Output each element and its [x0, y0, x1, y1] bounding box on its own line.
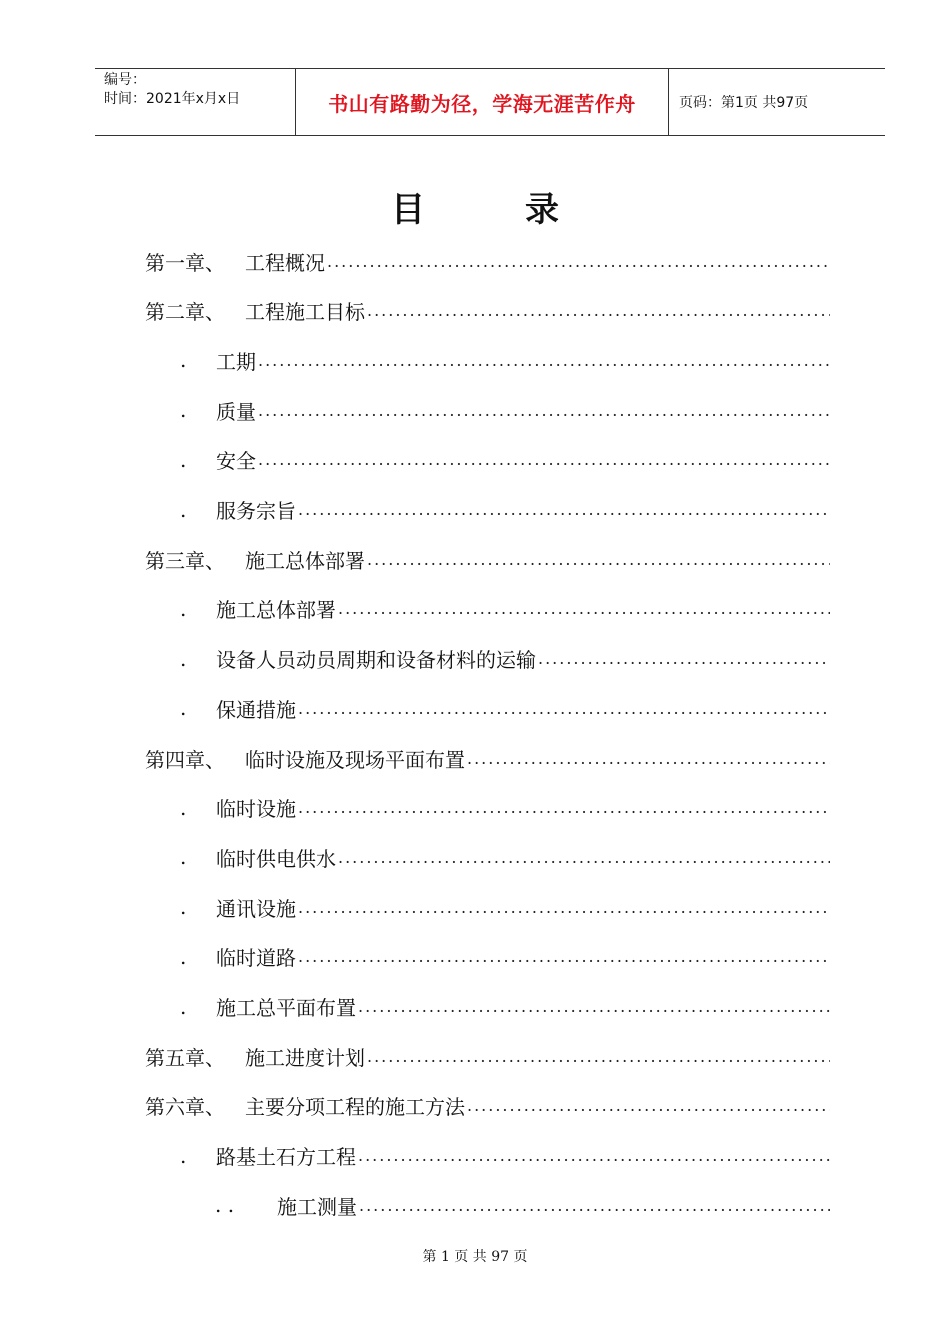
toc-entry-prefix: 第四章、	[145, 747, 225, 772]
toc-entry-label: 质量	[216, 399, 256, 424]
page-header	[95, 68, 885, 136]
document-time: 时间：2021年x月x日	[104, 91, 241, 107]
toc-entry-prefix: .	[180, 944, 187, 969]
toc-entry[interactable]	[0, 385, 830, 435]
toc-entry-label: 服务宗旨	[216, 499, 296, 523]
toc-entry-prefix: 第三章、	[145, 548, 225, 573]
toc-entry-label: 设备人员动员周期和设备材料的运输	[216, 648, 536, 673]
toc-entry-prefix: . .	[215, 1193, 235, 1218]
toc-dot-leader	[358, 997, 830, 1016]
toc-dot-leader	[258, 401, 830, 420]
toc-entry-label: 工期	[216, 349, 256, 374]
toc-entry[interactable]	[0, 485, 830, 535]
toc-entry[interactable]	[0, 683, 830, 733]
toc-dot-leader	[538, 649, 830, 668]
toc-dot-leader	[298, 500, 830, 519]
toc-dot-leader	[298, 798, 830, 817]
toc-entry-label: 临时供电供水	[216, 846, 336, 871]
toc-dot-leader	[258, 351, 830, 370]
toc-entry[interactable]	[0, 882, 830, 932]
toc-entry-prefix: .	[180, 398, 187, 423]
toc-entry-prefix: .	[180, 646, 187, 671]
title-char-2: 录	[525, 190, 559, 230]
toc-entry-prefix: .	[180, 845, 187, 870]
toc-dot-leader	[358, 1146, 830, 1165]
toc-dot-leader	[258, 450, 830, 469]
toc-entry[interactable]	[0, 932, 830, 982]
toc-entry[interactable]	[0, 335, 830, 385]
toc-entry[interactable]	[0, 783, 830, 833]
page-title	[0, 182, 950, 231]
toc-entry-label: 临时设施及现场平面布置	[245, 747, 465, 772]
toc-entry-label: 保通措施	[216, 697, 296, 722]
toc-entry-prefix: .	[180, 795, 187, 820]
toc-entry[interactable]	[0, 1031, 830, 1081]
toc-entry-label: 施工测量	[277, 1194, 357, 1219]
toc-entry-label: 施工总体部署	[216, 598, 336, 623]
toc-entry-prefix: .	[180, 1143, 187, 1168]
toc-entry-label: 安全	[216, 449, 256, 474]
toc-dot-leader	[298, 699, 830, 718]
toc-dot-leader	[327, 252, 830, 271]
toc-dot-leader	[467, 1096, 830, 1115]
toc-entry[interactable]	[0, 1131, 830, 1181]
toc-entry-label: 施工进度计划	[245, 1045, 365, 1070]
toc-entry-prefix: .	[180, 447, 187, 472]
toc-entry[interactable]	[0, 435, 830, 485]
toc-entry-prefix: .	[180, 596, 187, 621]
toc-dot-leader	[298, 947, 830, 966]
toc-entry-label: 主要分项工程的施工方法	[245, 1095, 465, 1120]
toc-entry-prefix: .	[180, 895, 187, 920]
toc-dot-leader	[367, 1047, 830, 1066]
toc-entry-prefix: .	[180, 994, 187, 1019]
toc-dot-leader	[467, 749, 830, 768]
toc-entry[interactable]	[0, 832, 830, 882]
toc-entry-label: 工程概况	[245, 250, 325, 275]
toc-dot-leader	[367, 301, 830, 320]
document-number-label: 编号：	[104, 72, 146, 88]
toc-entry-prefix: .	[180, 696, 187, 721]
toc-dot-leader	[338, 599, 830, 618]
toc-dot-leader	[298, 898, 830, 917]
toc-entry-prefix: 第一章、	[145, 250, 225, 275]
toc-entry-prefix: 第二章、	[145, 300, 225, 325]
toc-entry[interactable]	[0, 534, 830, 584]
toc-entry-prefix: 第六章、	[145, 1095, 225, 1120]
header-page-info: 页码：第1页 共97页	[679, 95, 809, 111]
toc-entry-prefix: 第五章、	[145, 1045, 225, 1070]
toc-dot-leader	[359, 1196, 830, 1215]
toc-entry[interactable]	[0, 236, 830, 286]
toc-entry-label: 施工总平面布置	[216, 996, 356, 1020]
toc-entry[interactable]	[0, 1180, 830, 1230]
header-meta	[95, 69, 296, 135]
header-motto: 书山有路勤为径，学海无涯苦作舟	[296, 69, 669, 135]
toc-entry[interactable]	[0, 584, 830, 634]
toc-entry[interactable]	[0, 733, 830, 783]
toc-dot-leader	[367, 550, 830, 569]
toc-entry-label: 路基土石方工程	[216, 1145, 356, 1170]
toc-entry[interactable]	[0, 286, 830, 336]
title-char-1: 目	[391, 190, 425, 230]
toc-entry[interactable]	[0, 634, 830, 684]
toc-entry-label: 通讯设施	[216, 896, 296, 921]
toc-entry-label: 施工总体部署	[245, 548, 365, 573]
page-footer: 第 1 页 共 97 页	[422, 1249, 528, 1265]
toc-entry-label: 工程施工目标	[245, 300, 365, 325]
toc-entry-prefix: .	[180, 348, 187, 373]
toc-entry[interactable]	[0, 982, 830, 1032]
toc-dot-leader	[338, 848, 830, 867]
toc-entry-label: 临时道路	[216, 946, 296, 971]
toc-entry-prefix: .	[180, 497, 187, 522]
toc-entry-label: 临时设施	[216, 797, 296, 822]
toc-entry[interactable]	[0, 1081, 830, 1131]
